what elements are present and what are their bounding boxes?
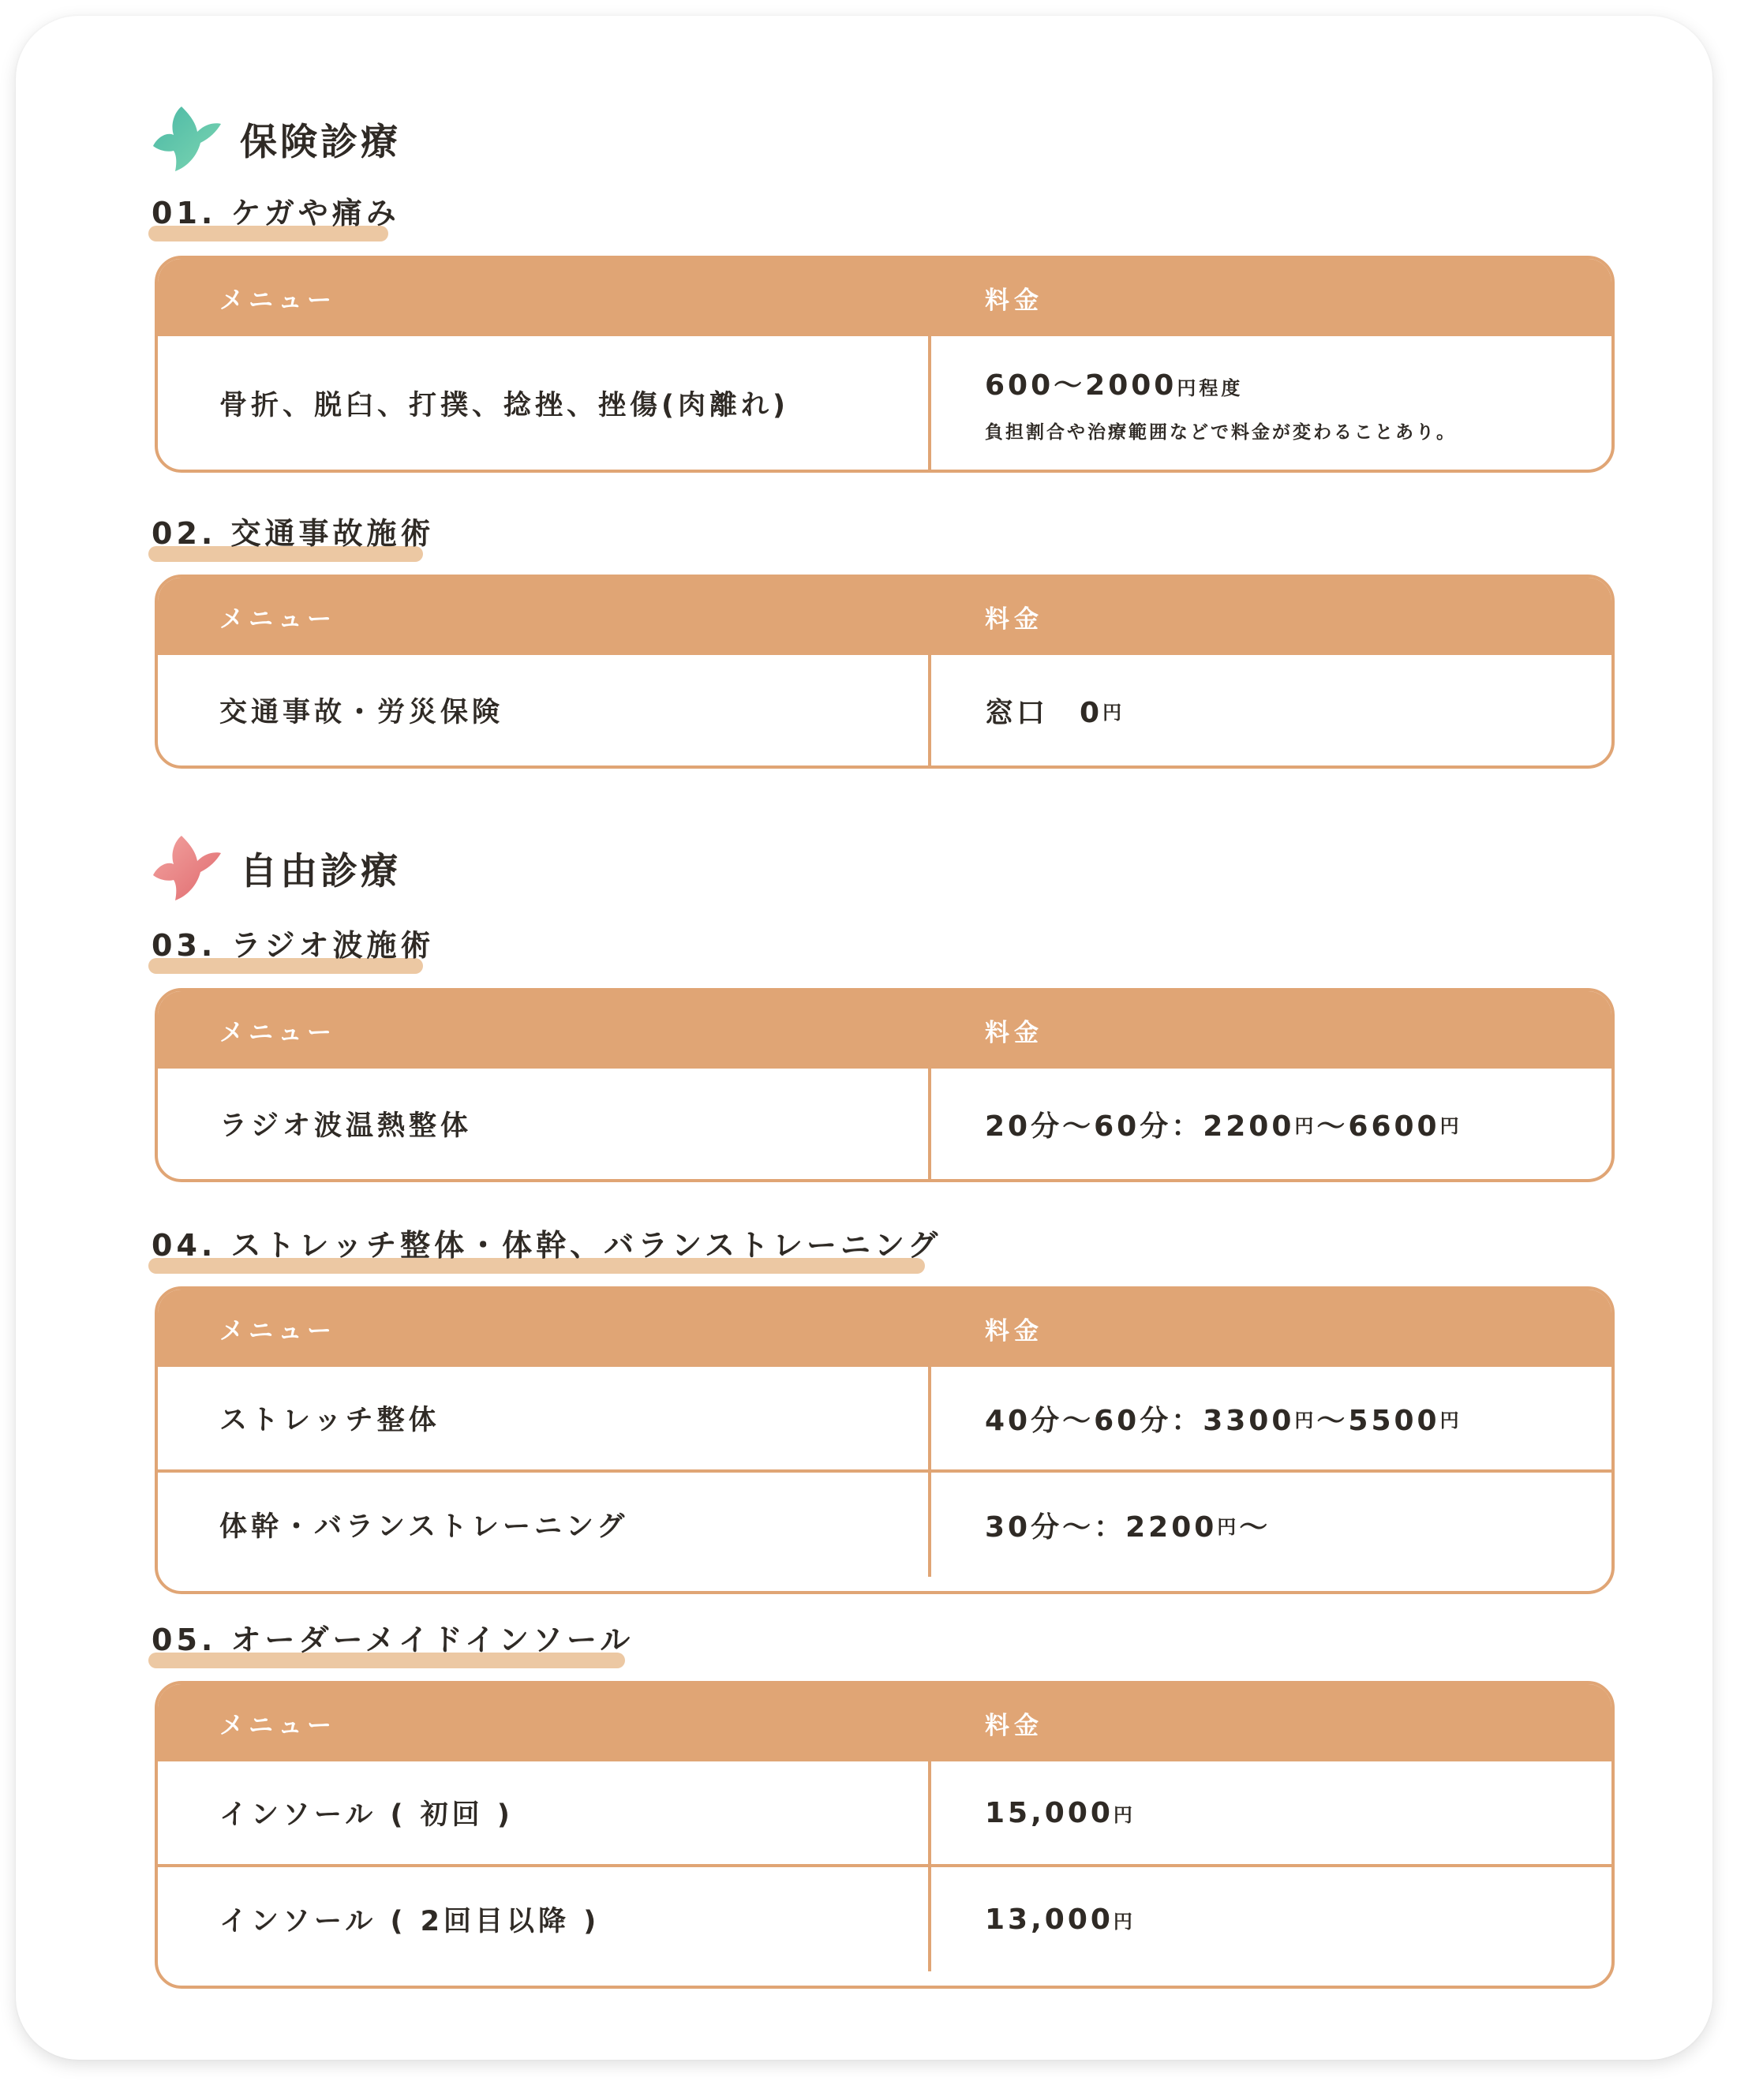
price-unit: 円 xyxy=(1102,701,1125,724)
price-table-03 xyxy=(155,988,1615,1182)
price-cell xyxy=(931,1367,1611,1469)
price-table-04 xyxy=(155,1286,1615,1594)
price-cell xyxy=(931,1867,1611,1971)
table-row xyxy=(158,1761,1611,1864)
teal-bird-icon xyxy=(150,105,223,173)
menu-column-header: メニュー xyxy=(219,1316,336,1346)
price-value-upper: 〜5500 xyxy=(1316,1404,1440,1437)
category-title: 03. ラジオ波施術 xyxy=(152,928,435,963)
price-cell xyxy=(931,1761,1611,1864)
price-value-upper: 〜6600 xyxy=(1316,1110,1440,1143)
table-header xyxy=(158,578,1611,655)
price-cell xyxy=(931,1473,1611,1577)
section-heading-insurance xyxy=(150,99,401,178)
menu-column-header: メニュー xyxy=(219,1711,336,1740)
price-unit: 円 xyxy=(1113,1803,1136,1826)
category-title: 05. オーダーメイドインソール xyxy=(152,1623,634,1657)
menu-cell: 骨折、脱臼、打撲、捻挫、挫傷(肉離れ) xyxy=(158,336,931,470)
category-title: 01. ケガや痛み xyxy=(152,196,400,230)
price-unit: 円 xyxy=(1113,1910,1136,1933)
price-column-header: 料金 xyxy=(985,605,1043,634)
menu-cell: 体幹・バランストレーニング xyxy=(158,1473,931,1577)
menu-cell: インソール ( 2回目以降 ) xyxy=(158,1867,931,1971)
price-value: 窓口 0 xyxy=(985,696,1103,729)
price-unit: 円程度 xyxy=(1177,376,1244,399)
table-row xyxy=(158,1864,1611,1971)
category-heading-02 xyxy=(152,511,435,567)
menu-cell: ストレッチ整体 xyxy=(158,1367,931,1469)
price-value: 15,000 xyxy=(985,1796,1114,1829)
table-row xyxy=(158,655,1611,766)
price-column-header: 料金 xyxy=(985,1711,1043,1740)
price-column-header: 料金 xyxy=(985,1018,1043,1047)
table-row xyxy=(158,1069,1611,1179)
menu-cell: インソール ( 初回 ) xyxy=(158,1761,931,1864)
price-card xyxy=(16,16,1712,2060)
price-table-02 xyxy=(155,575,1615,769)
price-note: 負担割合や治療範囲などで料金が変わることあり。 xyxy=(985,421,1457,443)
menu-cell: ラジオ波温熱整体 xyxy=(158,1069,931,1179)
table-header xyxy=(158,259,1611,336)
section-title: 自由診療 xyxy=(240,849,401,893)
price-table-05 xyxy=(155,1681,1615,1989)
price-cell xyxy=(931,1069,1611,1179)
price-value: 600〜2000 xyxy=(985,369,1177,402)
category-heading-05 xyxy=(152,1618,634,1673)
price-value: 40分〜60分：3300 xyxy=(985,1404,1295,1437)
table-row xyxy=(158,1469,1611,1577)
price-unit: 円 xyxy=(1439,1114,1462,1137)
price-unit: 円 xyxy=(1439,1409,1462,1432)
price-column-header: 料金 xyxy=(985,1316,1043,1346)
table-row xyxy=(158,1367,1611,1469)
price-cell xyxy=(931,336,1611,470)
price-table-01 xyxy=(155,256,1615,473)
price-value: 30分〜：2200 xyxy=(985,1510,1218,1544)
category-title: 04. ストレッチ整体・体幹、バランストレーニング xyxy=(152,1228,942,1263)
table-header xyxy=(158,1684,1611,1761)
menu-column-header: メニュー xyxy=(219,1018,336,1047)
menu-column-header: メニュー xyxy=(219,605,336,634)
menu-column-header: メニュー xyxy=(219,286,336,315)
section-title: 保険診療 xyxy=(240,120,401,164)
menu-cell: 交通事故・労災保険 xyxy=(158,655,931,766)
table-header xyxy=(158,991,1611,1069)
price-unit: 円 xyxy=(1294,1409,1317,1432)
category-heading-01 xyxy=(152,191,400,246)
price-column-header: 料金 xyxy=(985,286,1043,315)
price-value-upper: 〜 xyxy=(1239,1510,1271,1544)
pink-bird-icon xyxy=(150,834,223,902)
category-heading-03 xyxy=(152,923,435,979)
category-heading-04 xyxy=(152,1223,941,1278)
price-unit: 円 xyxy=(1294,1114,1317,1137)
table-header xyxy=(158,1290,1611,1367)
price-value: 13,000 xyxy=(985,1903,1114,1936)
table-row xyxy=(158,336,1611,470)
price-unit: 円 xyxy=(1217,1515,1240,1538)
price-cell xyxy=(931,655,1611,766)
price-value: 20分〜60分：2200 xyxy=(985,1110,1295,1143)
section-heading-private xyxy=(150,829,401,908)
category-title: 02. 交通事故施術 xyxy=(152,516,435,551)
